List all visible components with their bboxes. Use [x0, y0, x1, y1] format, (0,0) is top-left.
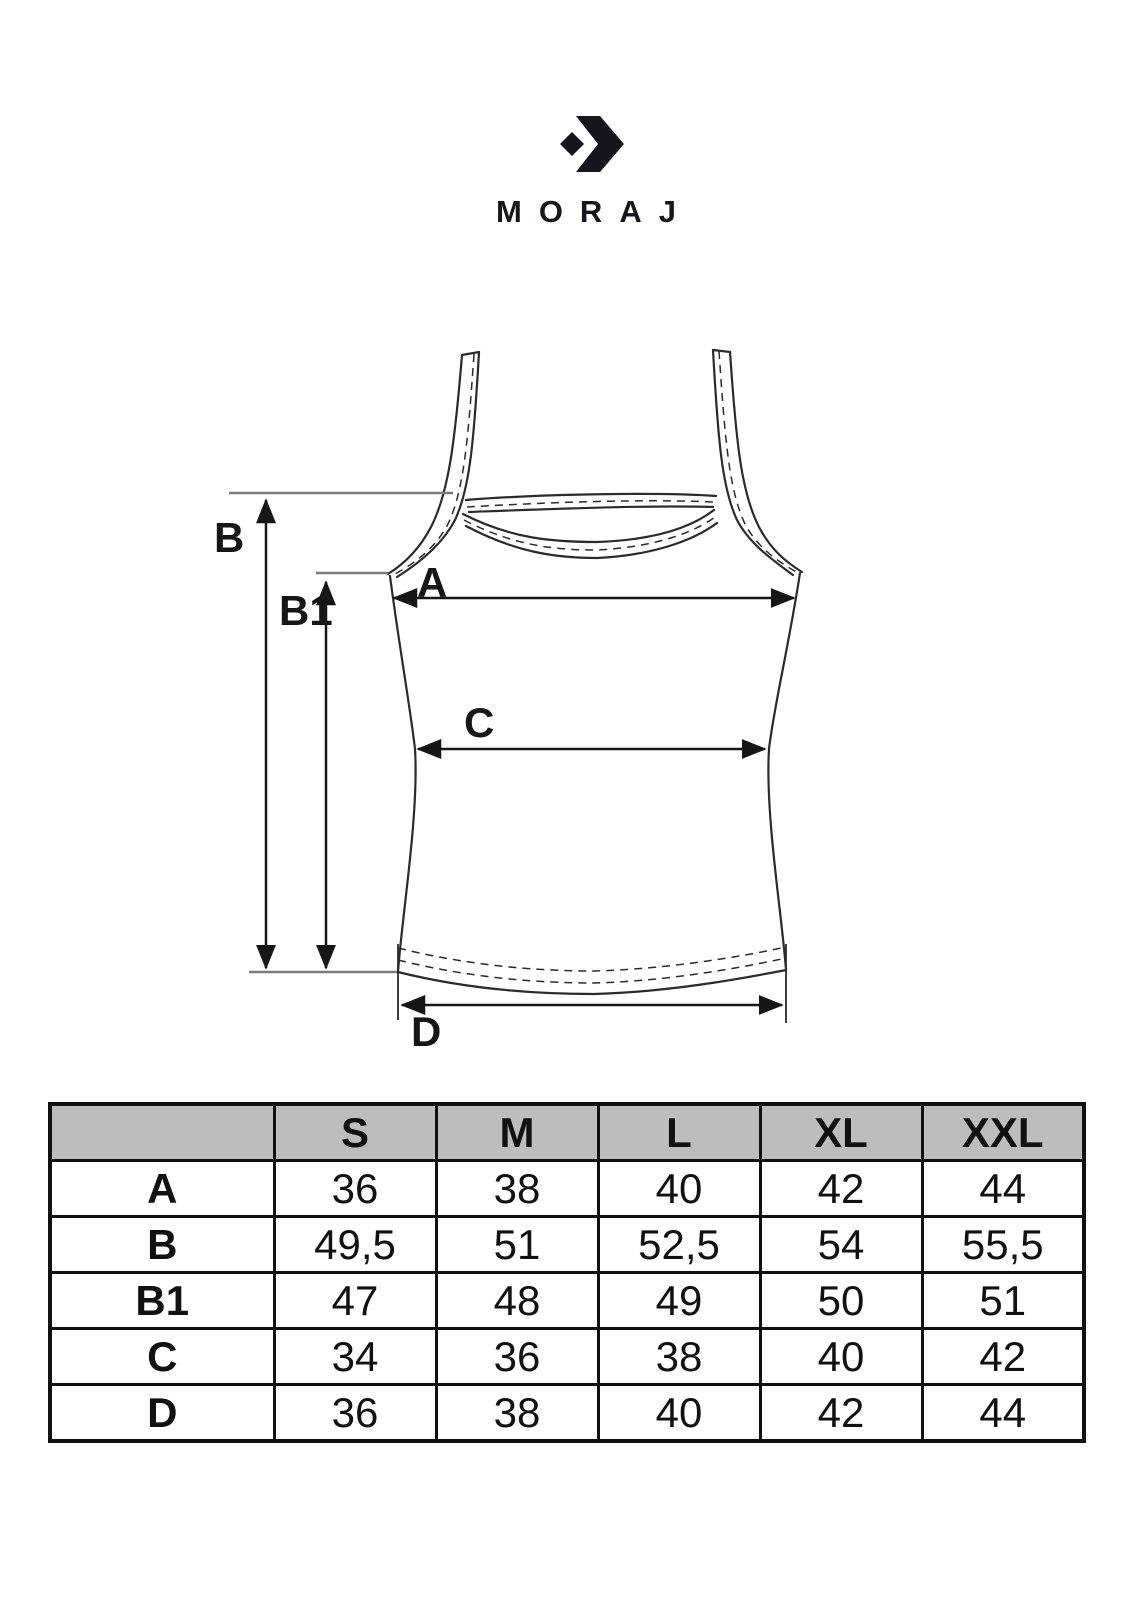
- cell-b-l: 52,5: [598, 1217, 760, 1273]
- cell-a-xl: 42: [760, 1161, 922, 1217]
- cell-d-s: 36: [274, 1385, 436, 1442]
- hem-stitch-lines: [398, 947, 786, 983]
- size-table-header-row: [50, 1104, 1084, 1161]
- cell-b1-m: 48: [436, 1273, 598, 1329]
- neckline-band-front: [463, 510, 717, 558]
- cell-b-xl: 54: [760, 1217, 922, 1273]
- dim-label-C: C: [464, 699, 495, 746]
- col-header-xxl: XXL: [922, 1104, 1084, 1161]
- table-row-d: [50, 1385, 1084, 1442]
- neckline-band-back: [466, 494, 716, 512]
- col-header-m: M: [436, 1104, 598, 1161]
- brand-name: MORAJ: [496, 194, 693, 229]
- cell-b1-s: 47: [274, 1273, 436, 1329]
- dim-label-B1: B1: [279, 587, 333, 634]
- strap-right: [713, 350, 802, 575]
- row-label-b: B: [50, 1217, 274, 1273]
- cell-a-l: 40: [598, 1161, 760, 1217]
- table-row-a: [50, 1161, 1084, 1217]
- row-label-d: D: [50, 1385, 274, 1442]
- cell-c-l: 38: [598, 1329, 760, 1385]
- dim-label-B: B: [214, 514, 245, 561]
- row-label-a: A: [50, 1161, 274, 1217]
- size-table: [48, 1102, 1086, 1443]
- cell-b-m: 51: [436, 1217, 598, 1273]
- row-label-c: C: [50, 1329, 274, 1385]
- cell-b1-l: 49: [598, 1273, 760, 1329]
- cell-a-s: 36: [274, 1161, 436, 1217]
- cell-c-xxl: 42: [922, 1329, 1084, 1385]
- cell-c-xl: 40: [760, 1329, 922, 1385]
- cell-d-l: 40: [598, 1385, 760, 1442]
- cell-a-xxl: 44: [922, 1161, 1084, 1217]
- cell-b-xxl: 55,5: [922, 1217, 1084, 1273]
- table-row-b: [50, 1217, 1084, 1273]
- corner-cell: [50, 1104, 274, 1161]
- cell-b1-xxl: 51: [922, 1273, 1084, 1329]
- cell-b1-xl: 50: [760, 1273, 922, 1329]
- col-header-s: S: [274, 1104, 436, 1161]
- col-header-xl: XL: [760, 1104, 922, 1161]
- col-header-l: L: [598, 1104, 760, 1161]
- strap-left: [388, 352, 479, 577]
- table-row-c: [50, 1329, 1084, 1385]
- cell-c-s: 34: [274, 1329, 436, 1385]
- cell-a-m: 38: [436, 1161, 598, 1217]
- row-label-b1: B1: [50, 1273, 274, 1329]
- garment-body-outline: [390, 573, 800, 994]
- table-row-b1: [50, 1273, 1084, 1329]
- cell-d-xl: 42: [760, 1385, 922, 1442]
- cell-b-s: 49,5: [274, 1217, 436, 1273]
- cell-c-m: 36: [436, 1329, 598, 1385]
- cell-d-m: 38: [436, 1385, 598, 1442]
- dim-label-A: A: [417, 559, 448, 606]
- dim-label-D: D: [411, 1008, 442, 1055]
- cell-d-xxl: 44: [922, 1385, 1084, 1442]
